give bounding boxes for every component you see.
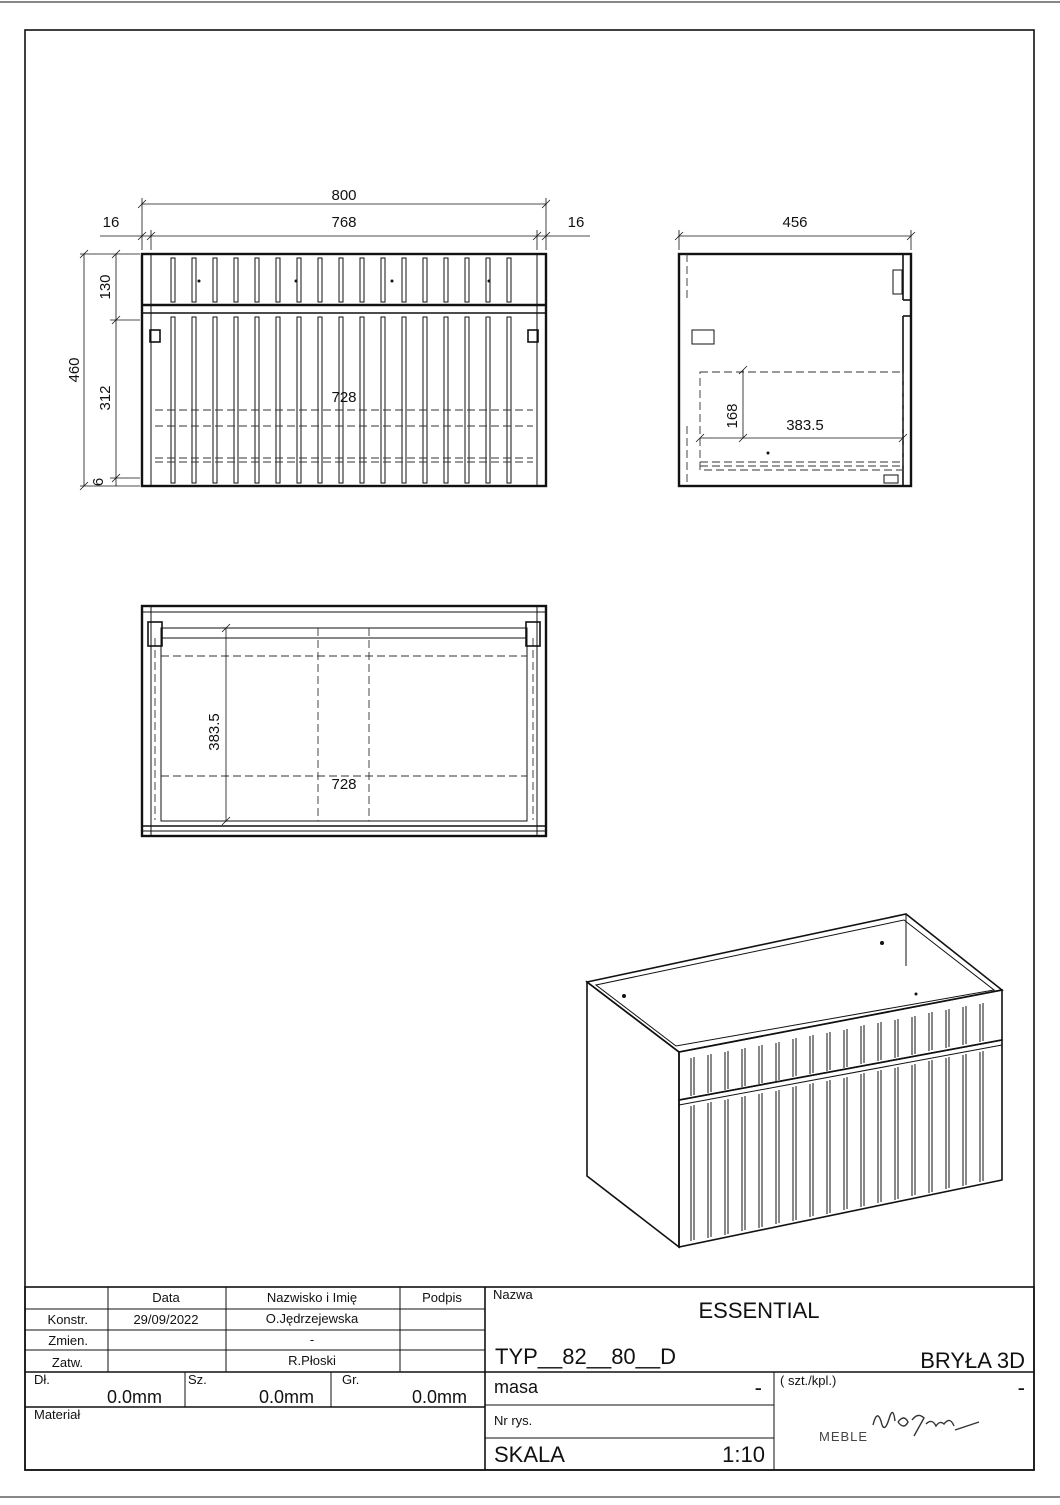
dim-side-right: 16 bbox=[567, 214, 585, 231]
nazwa-label: Nazwa bbox=[493, 1287, 533, 1302]
iso-top-opening bbox=[587, 914, 1002, 1052]
front-outline bbox=[142, 254, 546, 486]
top-drawer-slats bbox=[171, 258, 511, 302]
col-name-header: Nazwisko i Imię bbox=[266, 1290, 358, 1305]
dim-inner-width: 768 bbox=[331, 214, 357, 231]
top-outline bbox=[142, 606, 546, 836]
row-konstr-date: 29/09/2022 bbox=[133, 1312, 199, 1327]
iso-bottom-drawer-slats bbox=[691, 1051, 983, 1241]
col-date-header: Data bbox=[152, 1290, 180, 1305]
front-inner-dim: 728 bbox=[331, 389, 357, 406]
title-block bbox=[25, 1287, 1034, 1470]
row-konstr-label: Konstr. bbox=[47, 1312, 88, 1327]
sz-label: Sz. bbox=[188, 1372, 207, 1387]
view-label: BRYŁA 3D bbox=[920, 1348, 1025, 1373]
side-hinge bbox=[692, 330, 714, 344]
gr-label: Gr. bbox=[342, 1372, 360, 1387]
dim-total-height: 460 bbox=[66, 357, 83, 383]
dim-side-left: 16 bbox=[102, 214, 120, 231]
row-zmien-label: Zmien. bbox=[48, 1333, 88, 1348]
nr-rys-label: Nr rys. bbox=[494, 1413, 533, 1428]
skala-label: SKALA bbox=[494, 1442, 565, 1467]
dim-top-drawer-width: 728 bbox=[331, 776, 357, 793]
dim-bottom-drawer: 312 bbox=[97, 385, 114, 411]
front-view bbox=[142, 254, 546, 486]
isometric-view bbox=[587, 914, 1002, 1247]
dl-value: 0.0mm bbox=[107, 1387, 163, 1407]
row-zatw-name: R.Płoski bbox=[288, 1353, 336, 1368]
iso-bottom-drawer bbox=[679, 1040, 1002, 1247]
sz-value: 0.0mm bbox=[259, 1387, 315, 1407]
dim-side-drawer-height: 168 bbox=[724, 403, 741, 429]
logo-signature-graphic bbox=[873, 1412, 979, 1436]
side-outline bbox=[679, 254, 911, 486]
dim-plinth: 6 bbox=[90, 477, 107, 487]
top-view bbox=[142, 606, 546, 836]
drawing-frame bbox=[25, 30, 1034, 1470]
row-zmien-name: - bbox=[309, 1332, 315, 1347]
masa-label: masa bbox=[494, 1377, 539, 1397]
product-type: TYP__82__80__D bbox=[495, 1344, 677, 1369]
skala-value: 1:10 bbox=[722, 1442, 765, 1467]
product-name: ESSENTIAL bbox=[698, 1298, 820, 1323]
logo-text: MEBLE bbox=[819, 1429, 869, 1444]
dl-label: Dł. bbox=[34, 1372, 50, 1387]
dim-depth: 456 bbox=[782, 214, 808, 231]
szt-value: - bbox=[1017, 1375, 1025, 1400]
dim-top-drawer: 130 bbox=[97, 274, 114, 300]
dim-top-drawer-depth: 383.5 bbox=[206, 713, 223, 751]
szt-label: ( szt./kpl.) bbox=[780, 1373, 837, 1388]
dim-total-width: 800 bbox=[331, 187, 357, 204]
row-zatw-label: Zatw. bbox=[51, 1355, 83, 1370]
dim-side-drawer-depth: 383.5 bbox=[786, 417, 824, 434]
iso-top-drawer bbox=[679, 990, 1002, 1100]
masa-value: - bbox=[754, 1375, 762, 1400]
material-label: Materiał bbox=[34, 1407, 81, 1422]
iso-side-panel bbox=[587, 982, 679, 1247]
side-view bbox=[675, 214, 915, 486]
row-konstr-name: O.Jędrzejewska bbox=[265, 1311, 359, 1326]
company-logo bbox=[819, 1412, 979, 1444]
iso-top-drawer-slats bbox=[691, 1003, 983, 1096]
gr-value: 0.0mm bbox=[412, 1387, 468, 1407]
col-sign-header: Podpis bbox=[422, 1290, 462, 1305]
